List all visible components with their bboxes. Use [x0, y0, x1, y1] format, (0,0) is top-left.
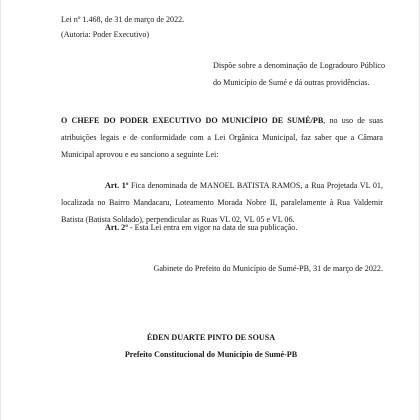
signer-title: Prefeito Constitucional do Município de Sumé-PB: [124, 350, 298, 359]
preamble-text: , no uso de suas atribuições legais e de conformidade com a Lei Orgânica Municipal, faz saber que a Câmara Municipal aprovou e eu sanciono a seguinte Lei:: [61, 116, 383, 159]
law-ementa: Dispõe sobre a denominação de Logradouro Público do Município de Sumé e dá outras providências.: [213, 61, 385, 87]
article-1-label: Art. 1º: [105, 181, 129, 190]
law-number: Lei nº 1.468, de 31 de março de 2022.: [61, 15, 185, 24]
article-2: [61, 220, 383, 237]
preamble-authority: O CHEFE DO PODER EXECUTIVO DO MUNICÍPIO DE SUMÉ/PB: [61, 116, 324, 125]
law-authorship: (Autoria: Poder Executivo): [61, 30, 150, 39]
article-2-label: Art. 2º: [105, 223, 128, 232]
signer-name: ÉDEN DUARTE PINTO DE SOUSA: [146, 333, 276, 342]
article-2-text: - Esta Lei entra em vigor na data de sua publicação.: [127, 223, 298, 232]
closing-place-date: Gabinete do Prefeito do Município de Sumé-PB, 31 de março de 2022.: [153, 264, 383, 273]
preamble-paragraph: [61, 113, 383, 163]
article-1-text: Fica denominada de MANOEL BATISTA RAMOS, a Rua Projetada VL 01, localizada no Bairro Mandacaru, Loteamento Morada Nobre II, paralelamente à Rua Valdemir Batista (Batista Soldado), perpendicular as Ruas VL 02, VL 05 e VL 06.: [61, 181, 383, 224]
